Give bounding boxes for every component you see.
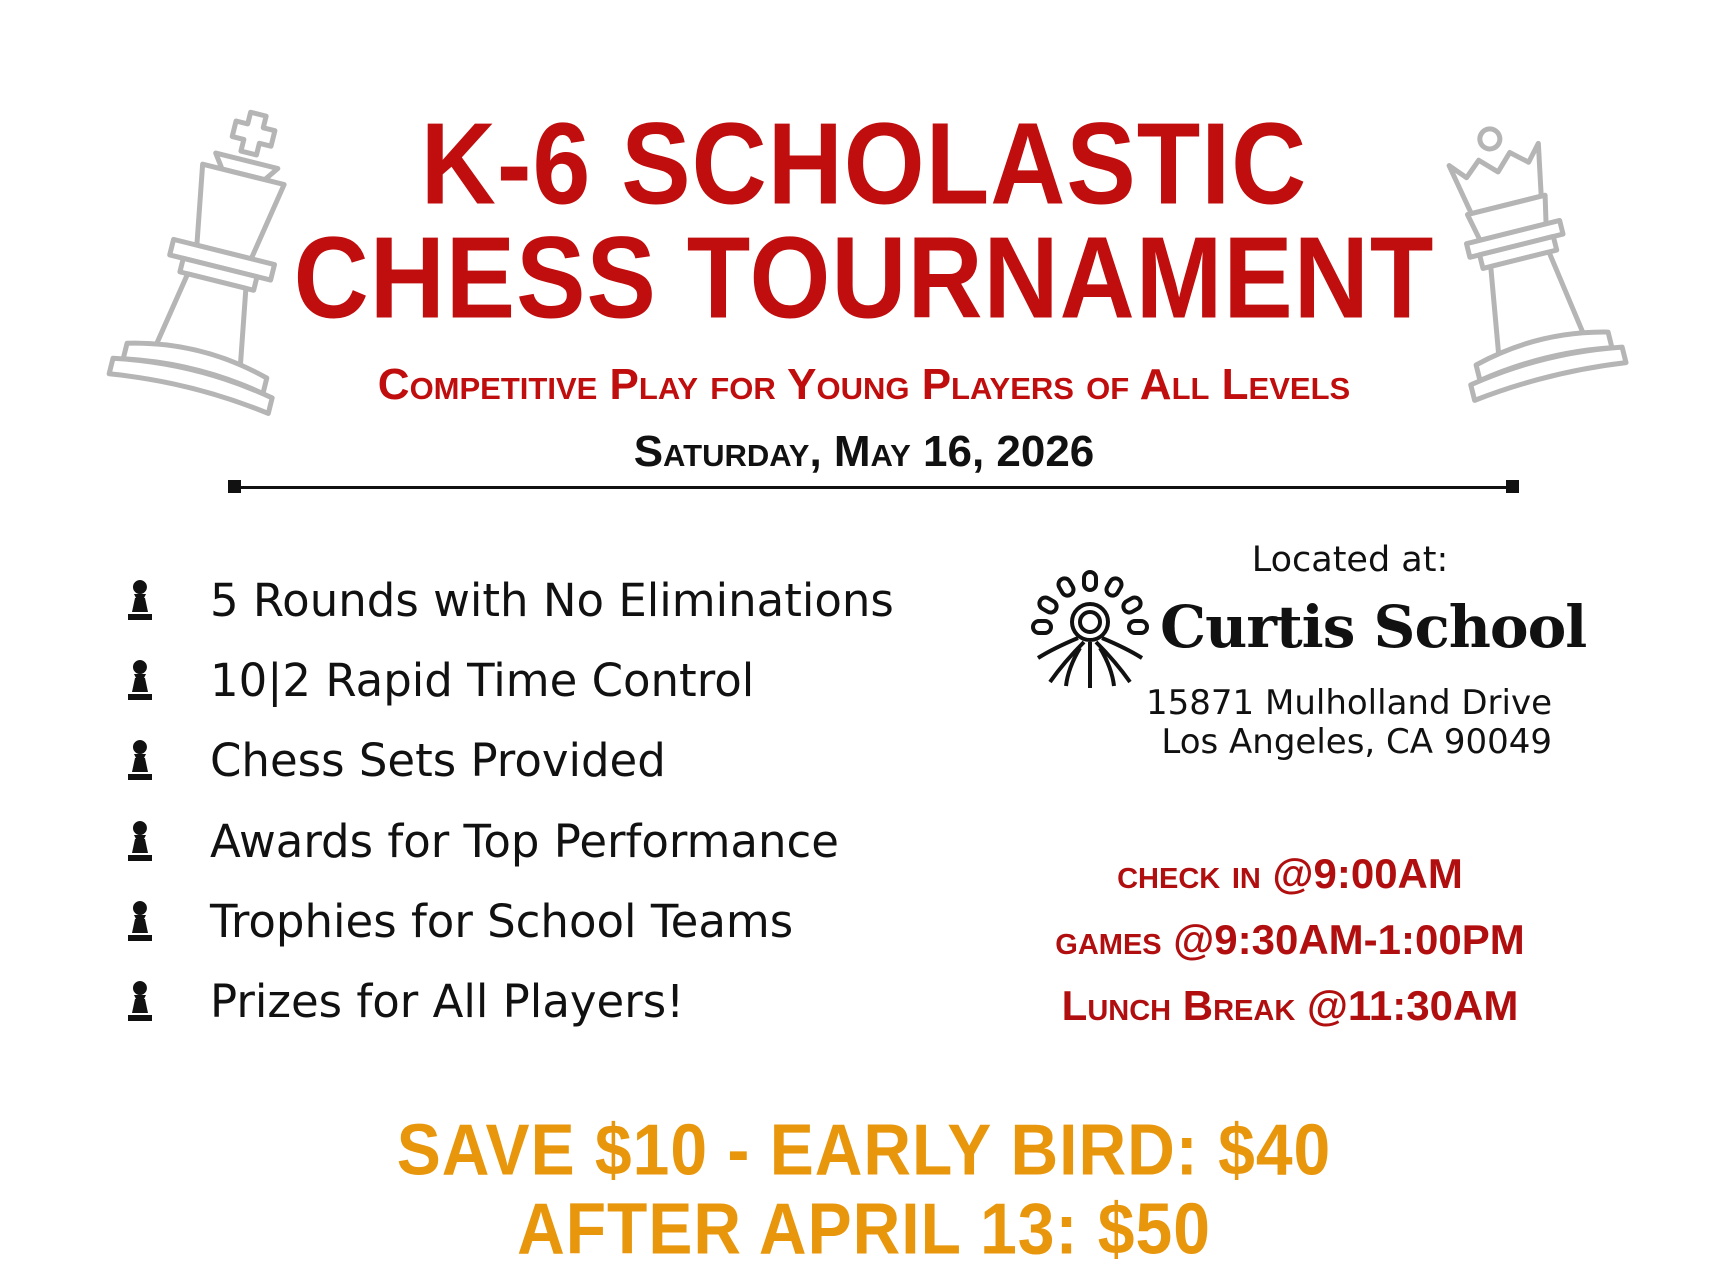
title-line-2: CHESS TOURNAMENT — [293, 213, 1435, 344]
early-bird-price: SAVE $10 - EARLY BIRD: $40 — [396, 1108, 1332, 1190]
pawn-icon — [120, 899, 160, 943]
subtitle: Competitive Play for Young Players of All Levels — [377, 360, 1351, 409]
divider-line — [230, 486, 1514, 489]
divider-cap-left — [228, 480, 241, 493]
games-time: games @9:30AM-1:00PM — [1055, 916, 1525, 963]
regular-price: AFTER APRIL 13: $50 — [517, 1187, 1211, 1269]
school-name: Curtis School — [1160, 593, 1587, 661]
located-label: Located at: — [1251, 540, 1449, 580]
address-line-2: Los Angeles, CA 90049 — [1161, 722, 1552, 762]
lunch-break-time: Lunch Break @11:30AM — [1061, 982, 1519, 1029]
title-line-1: K-6 SCHOLASTIC — [420, 99, 1308, 230]
check-in-time: check in @9:00AM — [1117, 850, 1463, 897]
address-line-1: 15871 Mulholland Drive — [1146, 683, 1552, 723]
pawn-icon — [120, 979, 160, 1023]
event-date: Saturday, May 16, 2026 — [633, 427, 1095, 476]
feature-text: 5 Rounds with No Eliminations — [210, 573, 894, 627]
feature-item — [120, 650, 754, 710]
feature-item — [120, 730, 666, 790]
feature-item — [120, 891, 793, 951]
pawn-icon — [120, 658, 160, 702]
pawn-icon — [120, 578, 160, 622]
feature-item — [120, 971, 684, 1031]
pawn-icon — [120, 819, 160, 863]
feature-item — [120, 811, 839, 871]
feature-text: Trophies for School Teams — [210, 894, 794, 948]
feature-text: Prizes for All Players! — [210, 974, 685, 1028]
feature-text: 10|2 Rapid Time Control — [210, 653, 755, 707]
divider-cap-right — [1506, 480, 1519, 493]
curtis-school-logo-icon — [1028, 568, 1152, 692]
feature-item — [120, 570, 894, 630]
feature-text: Awards for Top Performance — [210, 814, 839, 868]
feature-text: Chess Sets Provided — [210, 733, 666, 787]
pawn-icon — [120, 738, 160, 782]
